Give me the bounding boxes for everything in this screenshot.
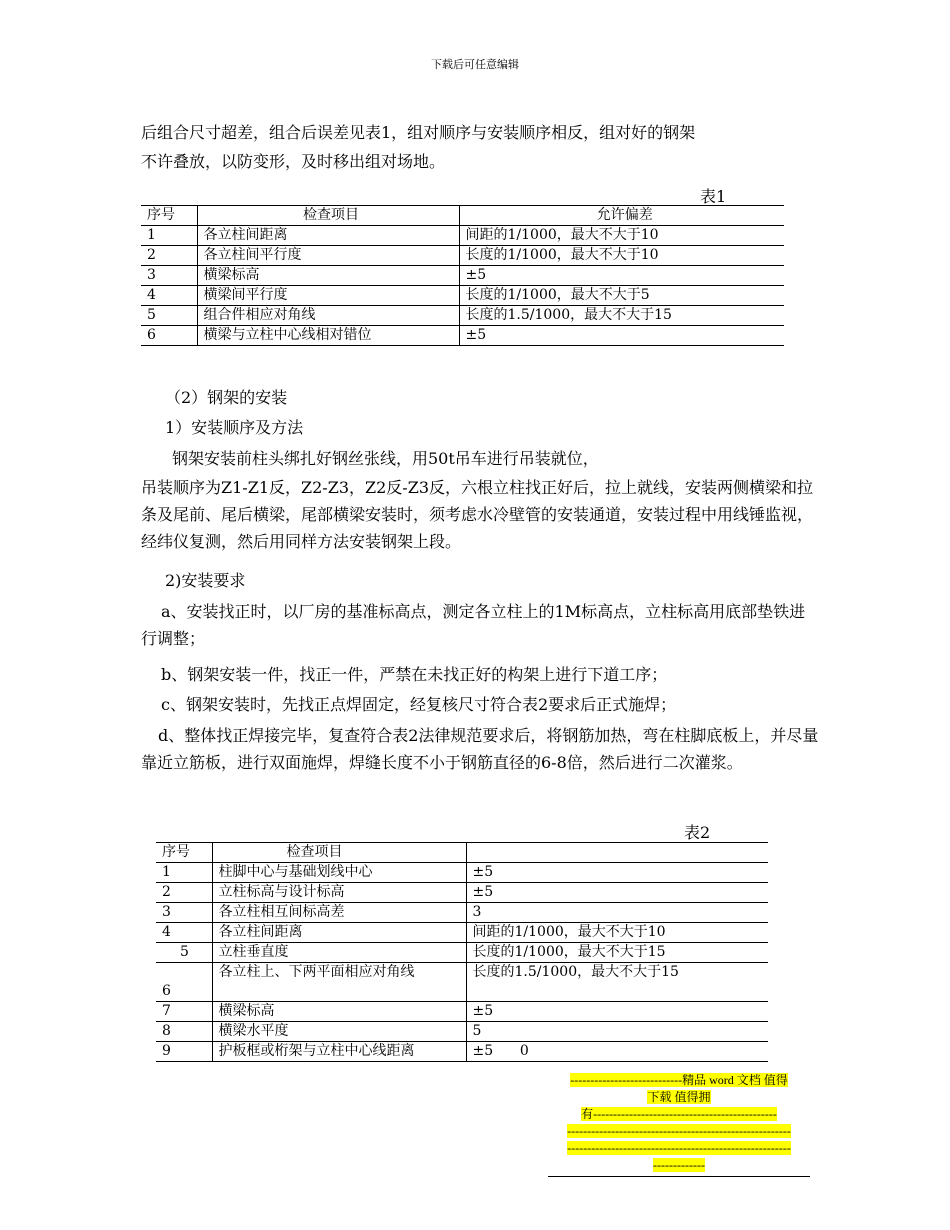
footer-line-3: 有---------------------------------------------- xyxy=(581,1107,777,1121)
requirement-b: b、钢架安装一件，找正一件，严禁在未找正好的构架上进行下道工序； xyxy=(161,665,668,684)
row-tolerance: 长度的1/1000，最大不大于5 xyxy=(459,286,784,306)
table2-caption: 表2 xyxy=(684,823,711,842)
row-tolerance: 长度的1/1000，最大不大于10 xyxy=(459,246,784,266)
row-index: 9 xyxy=(156,1042,212,1062)
row-index: 8 xyxy=(156,1022,212,1042)
table-row xyxy=(141,326,784,346)
row-tolerance: ±5 xyxy=(466,883,768,903)
table-row xyxy=(141,226,784,246)
row-tolerance: ±5 xyxy=(466,863,768,883)
row-item: 横梁水平度 xyxy=(212,1022,466,1042)
table2-header-tolerance xyxy=(466,843,768,863)
intro-line-2: 不许叠放，以防变形，及时移出组对场地。 xyxy=(141,152,446,171)
sub-section-2-title: 2)安装要求 xyxy=(165,571,246,590)
section-2-title: （2）钢架的安装 xyxy=(165,388,288,407)
footer-line-6: ------------- xyxy=(653,1158,705,1172)
sub-section-1-first-line: 钢架安装前柱头绑扎好钢丝张线，用50t吊车进行吊装就位， xyxy=(172,449,599,468)
row-item: 各立柱间距离 xyxy=(212,923,466,943)
row-tolerance: 5 xyxy=(466,1022,768,1042)
table-row xyxy=(141,306,784,326)
row-index: 1 xyxy=(156,863,212,883)
table-row xyxy=(156,943,768,963)
row-item: 立柱垂直度 xyxy=(212,943,466,963)
row-index: 3 xyxy=(156,903,212,923)
table-row xyxy=(156,1002,768,1022)
table2-header-item: 检查项目 xyxy=(212,843,466,863)
table1-header-item: 检查项目 xyxy=(197,206,459,226)
row-item: 各立柱间平行度 xyxy=(197,246,459,266)
row-index: 1 xyxy=(141,226,197,246)
row-index: 5 xyxy=(141,306,197,326)
row-tolerance: 3 xyxy=(466,903,768,923)
sub-section-1-title: 1）安装顺序及方法 xyxy=(165,418,304,437)
row-tolerance: 间距的1/1000，最大不大于10 xyxy=(459,226,784,246)
row-item: 护板框或桁架与立柱中心线距离 xyxy=(212,1042,466,1062)
table1-header-row xyxy=(141,206,784,226)
row-tolerance: ±5 xyxy=(459,266,784,286)
table-row xyxy=(156,1042,768,1062)
row-tolerance: ±5 xyxy=(459,326,784,346)
table1-caption: 表1 xyxy=(700,187,727,206)
row-tolerance: 长度的1.5/1000，最大不大于15 xyxy=(459,306,784,326)
footer-line-1: ----------------------------精品 word 文档 值得 xyxy=(570,1073,788,1087)
table-row xyxy=(141,246,784,266)
table-row xyxy=(156,1022,768,1042)
table1-header-index: 序号 xyxy=(141,206,197,226)
row-index: 2 xyxy=(141,246,197,266)
row-item: 横梁标高 xyxy=(212,1002,466,1022)
footer-line-4: -------------------------------------------------------- xyxy=(567,1124,791,1138)
row-index: 5 xyxy=(156,943,212,963)
table-row xyxy=(156,963,768,1002)
page-header: 下载后可任意编辑 xyxy=(431,58,519,71)
row-tolerance: 长度的1/1000，最大不大于15 xyxy=(466,943,768,963)
sub-section-1-paragraph: 吊装顺序为Z1-Z1反，Z2-Z3，Z2反-Z3反，六根立柱找正好后，拉上就线，安装两侧横梁和拉条及尾前、尾后横梁，尾部横梁安装时，须考虑水冷壁管的安装通道，安装过程中用线锤监视，经纬仪复测，然后用同样方法安装钢架上段。 xyxy=(141,478,814,551)
table-2 xyxy=(156,842,768,1062)
footer-line-5: -------------------------------------------------------- xyxy=(567,1141,791,1155)
row-item: 横梁标高 xyxy=(197,266,459,286)
row-tolerance: 长度的1.5/1000，最大不大于15 xyxy=(466,963,768,1002)
row-item: 横梁与立柱中心线相对错位 xyxy=(197,326,459,346)
table-row xyxy=(141,286,784,306)
row-item: 组合件相应对角线 xyxy=(197,306,459,326)
requirement-d: d、整体找正焊接完毕，复查符合表2法律规范要求后，将钢筋加热，弯在柱脚底板上，并尽量靠近立筋板，进行双面施焊，焊缝长度不小于钢筋直径的6-8倍，然后进行二次灌浆。 xyxy=(141,726,819,772)
requirement-c: c、钢架安装时，先找正点焊固定，经复核尺寸符合表2要求后正式施焊； xyxy=(161,695,677,714)
row-tolerance: 间距的1/1000，最大不大于10 xyxy=(466,923,768,943)
row-index: 3 xyxy=(141,266,197,286)
table-1 xyxy=(141,205,784,346)
row-index: 6 xyxy=(141,326,197,346)
table-row xyxy=(156,863,768,883)
table-row xyxy=(156,923,768,943)
row-item: 立柱标高与设计标高 xyxy=(212,883,466,903)
row-item: 各立柱间距离 xyxy=(197,226,459,246)
row-item: 各立柱相互间标高差 xyxy=(212,903,466,923)
footer-watermark xyxy=(548,1072,810,1177)
table-row xyxy=(156,903,768,923)
table1-header-tolerance: 允许偏差 xyxy=(459,206,784,226)
row-index: 4 xyxy=(141,286,197,306)
footer-line-2: 下载 值得拥 xyxy=(647,1090,711,1104)
row-item: 柱脚中心与基础划线中心 xyxy=(212,863,466,883)
row-index: 2 xyxy=(156,883,212,903)
requirement-a: a、安装找正时，以厂房的基准标高点，测定各立柱上的1M标高点，立柱标高用底部垫铁进行调整； xyxy=(141,602,806,648)
row-tolerance: ±5 xyxy=(466,1002,768,1022)
row-index: 7 xyxy=(156,1002,212,1022)
table-row xyxy=(156,883,768,903)
row-item: 各立柱上、下两平面相应对角线 xyxy=(212,963,466,1002)
intro-line-1: 后组合尺寸超差，组合后误差见表1，组对顺序与安装顺序相反，组对好的钢架 xyxy=(141,123,696,142)
row-tolerance: ±5 0 xyxy=(466,1042,768,1062)
row-item: 横梁间平行度 xyxy=(197,286,459,306)
table-row xyxy=(141,266,784,286)
row-index: 4 xyxy=(156,923,212,943)
row-index: 6 xyxy=(156,963,212,1002)
table2-header-row xyxy=(156,843,768,863)
table2-header-index: 序号 xyxy=(156,843,212,863)
